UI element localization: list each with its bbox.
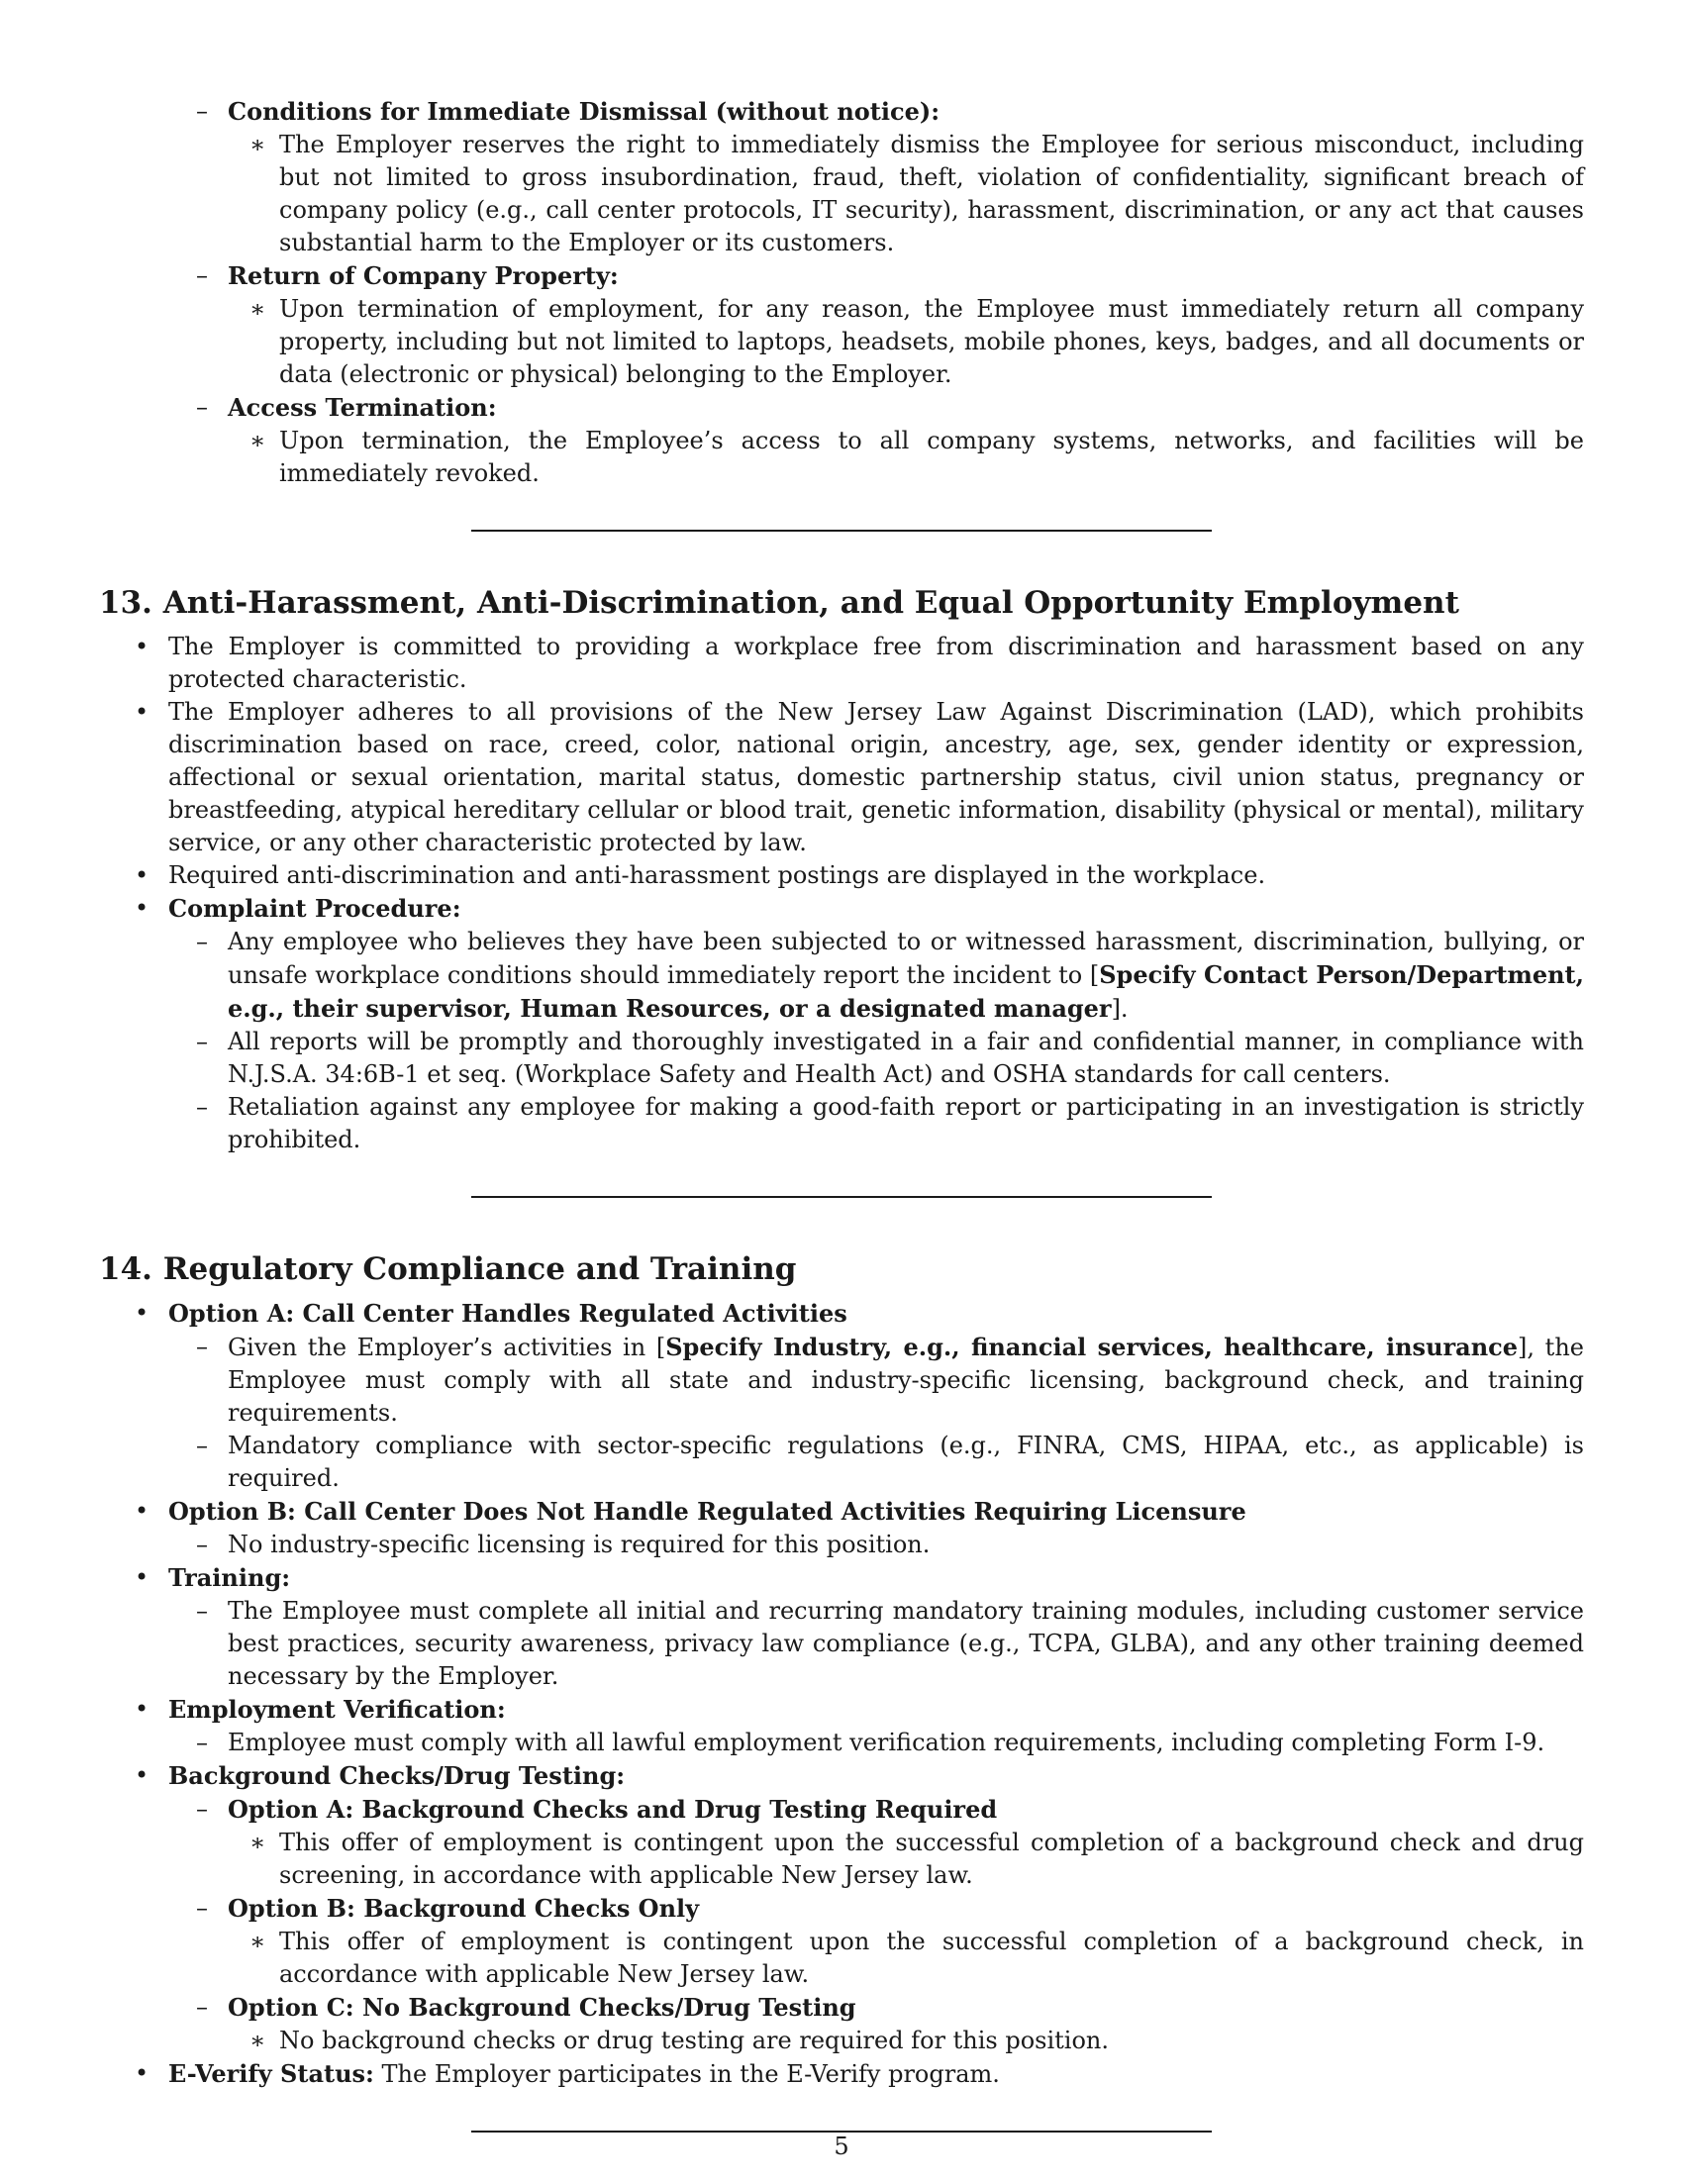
list-item (99, 2025, 1584, 2057)
option-a-heading: Option A: Call Center Handles Regulated Activities (168, 1299, 847, 1328)
list-item (99, 1495, 1584, 1529)
dismissal-text: The Employer reserves the right to immediately dismiss the Employee for serious misconduct, including but not limited to gross insubordination, fraud, theft, violation of confidentiality, significant breach of company policy (e.g., call center protocols, IT security), harassment, discrimination, or any act that causes substantial harm to the Employer or its customers. (279, 131, 1584, 256)
complaint-text-3: Retaliation against any employee for making a good-faith report or participating in an investigation is strictly prohibited. (228, 1093, 1584, 1153)
access-item (99, 391, 1584, 425)
complaint-heading: Complaint Procedure: (168, 894, 461, 923)
dash-marker: – (196, 1894, 208, 1922)
option-b-text-1: No industry-specific licensing is required for this position. (228, 1531, 931, 1558)
property-text-item (99, 293, 1584, 391)
list-item (99, 926, 1584, 1026)
bullet-marker: • (135, 894, 149, 922)
dash-marker: – (196, 1333, 208, 1360)
list-item (99, 1430, 1584, 1495)
section-divider (471, 530, 1212, 532)
list-item (99, 1529, 1584, 1561)
background-option-b-text: This offer of employment is contingent upon the successful completion of a background check, in accordance with applicable New Jersey law. (279, 1928, 1584, 1988)
dash-marker: – (196, 1795, 208, 1823)
list-item (99, 1827, 1584, 1892)
background-heading: Background Checks/Drug Testing: (168, 1761, 626, 1790)
sec13-bullet-3: Required anti-discrimination and anti-harassment postings are displayed in the workplace. (168, 861, 1266, 889)
list-item (99, 1892, 1584, 1926)
background-option-b-heading: Option B: Background Checks Only (228, 1894, 700, 1923)
star-marker: ∗ (249, 2027, 266, 2054)
list-item (99, 1561, 1584, 1595)
dash-marker: – (196, 1028, 208, 1055)
option-a-text-2: Mandatory compliance with sector-specific regulations (e.g., FINRA, CMS, HIPAA, etc., as applicable) is required. (228, 1432, 1584, 1492)
option-b-heading: Option B: Call Center Does Not Handle Regulated Activities Requiring Licensure (168, 1497, 1246, 1526)
list-item (99, 1297, 1584, 1331)
dash-marker: – (196, 393, 208, 421)
complaint-text-1-post: ]. (1111, 995, 1129, 1023)
dismissal-text-item (99, 129, 1584, 259)
background-option-c-heading: Option C: No Background Checks/Drug Testing (228, 1993, 856, 2022)
list-item (99, 1793, 1584, 1827)
list-item (99, 631, 1584, 696)
dash-marker: – (196, 97, 208, 125)
star-marker: ∗ (249, 1928, 266, 1955)
list-item (99, 892, 1584, 926)
dash-marker: – (196, 1093, 208, 1121)
verification-heading: Employment Verification: (168, 1695, 506, 1724)
list-item (99, 1926, 1584, 1991)
sec13-bullet-2: The Employer adheres to all provisions of the New Jersey Law Against Discrimination (LAD), which prohibits discrimination based on race, creed, color, national origin, ancestry, age, sex, gender identity or expression, affectional or sexual orientation, marital status, domestic partnership status, civil union status, pregnancy or breastfeeding, atypical hereditary cellular or blood trait, genetic information, disability (physical or mental), military service, or any other characteristic protected by law. (168, 698, 1584, 856)
list-item (99, 1091, 1584, 1156)
list-item (99, 1026, 1584, 1091)
training-heading: Training: (168, 1563, 291, 1592)
dismissal-item (99, 95, 1584, 129)
page-number: 5 (834, 2133, 849, 2160)
training-text: The Employee must complete all initial and recurring mandatory training modules, including customer service best practices, security awareness, privacy law compliance (e.g., TCPA, GLBA), and any other training deemed necessary by the Employer. (228, 1597, 1584, 1690)
list-item (99, 1693, 1584, 1727)
list-item (99, 2057, 1584, 2091)
bullet-marker: • (135, 1695, 149, 1723)
dash-marker: – (196, 928, 208, 955)
page-content (99, 95, 1584, 2184)
section-14-title: 14. Regulatory Compliance and Training (99, 1251, 797, 1287)
property-heading: Return of Company Property: (228, 261, 619, 290)
bullet-marker: • (135, 861, 149, 889)
sec13-bullet-1: The Employer is committed to providing a workplace free from discrimination and harassment based on any protected characteristic. (168, 633, 1584, 693)
background-option-a-heading: Option A: Background Checks and Drug Testing Required (228, 1795, 998, 1824)
access-text-item (99, 425, 1584, 490)
everify-label: E-Verify Status: (168, 2059, 374, 2088)
bullet-marker: • (135, 1761, 149, 1789)
complaint-text-2: All reports will be promptly and thoroughly investigated in a fair and confidential manner, in compliance with N.J.S.A. 34:6B-1 et seq. (Workplace Safety and Health Act) and OSHA standards for call centers. (228, 1028, 1584, 1088)
bullet-marker: • (135, 2059, 149, 2087)
star-marker: ∗ (249, 131, 266, 158)
complaint-contact-placeholder: Specify Contact Person/Department, e.g., their supervisor, Human Resources, or a designated manager (228, 960, 1584, 1023)
bullet-marker: • (135, 1497, 149, 1525)
star-marker: ∗ (249, 295, 266, 323)
dash-marker: – (196, 1993, 208, 2021)
dash-marker: – (196, 1531, 208, 1558)
star-marker: ∗ (249, 427, 266, 454)
section-divider (471, 1196, 1212, 1198)
list-item (99, 1331, 1584, 1430)
star-marker: ∗ (249, 1829, 266, 1856)
bullet-marker: • (135, 1299, 149, 1327)
bullet-marker: • (135, 1563, 149, 1591)
option-a-text-1-post: ], the Employee must comply with all state and industry-specific licensing, background check, and training requirements. (228, 1334, 1584, 1427)
section-13-title: 13. Anti-Harassment, Anti-Discrimination, and Equal Opportunity Employment (99, 585, 1459, 621)
background-option-c-text: No background checks or drug testing are required for this position. (279, 2027, 1109, 2054)
bullet-marker: • (135, 698, 149, 726)
list-item (99, 859, 1584, 892)
access-heading: Access Termination: (228, 393, 497, 422)
everify-text: The Employer participates in the E-Verify program. (373, 2060, 1000, 2088)
list-item (99, 1727, 1584, 1759)
property-text: Upon termination of employment, for any reason, the Employee must immediately return all company property, including but not limited to laptops, headsets, mobile phones, keys, badges, and all documents or data (electronic or physical) belonging to the Employer. (279, 295, 1584, 388)
list-item (99, 696, 1584, 859)
list-item (99, 1991, 1584, 2025)
background-option-a-text: This offer of employment is contingent upon the successful completion of a background check and drug screening, in accordance with applicable New Jersey law. (279, 1829, 1584, 1889)
industry-placeholder: Specify Industry, e.g., financial services, healthcare, insurance (665, 1333, 1519, 1361)
access-text: Upon termination, the Employee’s access to all company systems, networks, and facilities will be immediately revoked. (279, 427, 1584, 487)
verification-text: Employee must comply with all lawful employment verification requirements, including completing Form I-9. (228, 1729, 1545, 1756)
property-item (99, 259, 1584, 293)
dash-marker: – (196, 1597, 208, 1625)
list-item (99, 1759, 1584, 1793)
dash-marker: – (196, 1432, 208, 1459)
dismissal-heading: Conditions for Immediate Dismissal (without notice): (228, 97, 940, 126)
option-a-text-1-pre: Given the Employer’s activities in [ (228, 1334, 666, 1361)
dash-marker: – (196, 261, 208, 289)
dash-marker: – (196, 1729, 208, 1756)
list-item (99, 1595, 1584, 1693)
complaint-text-1-pre: Any employee who believes they have been subjected to or witnessed harassment, discrimination, bullying, or unsafe workplace conditions should immediately report the incident to [ (228, 928, 1584, 989)
bullet-marker: • (135, 633, 149, 660)
